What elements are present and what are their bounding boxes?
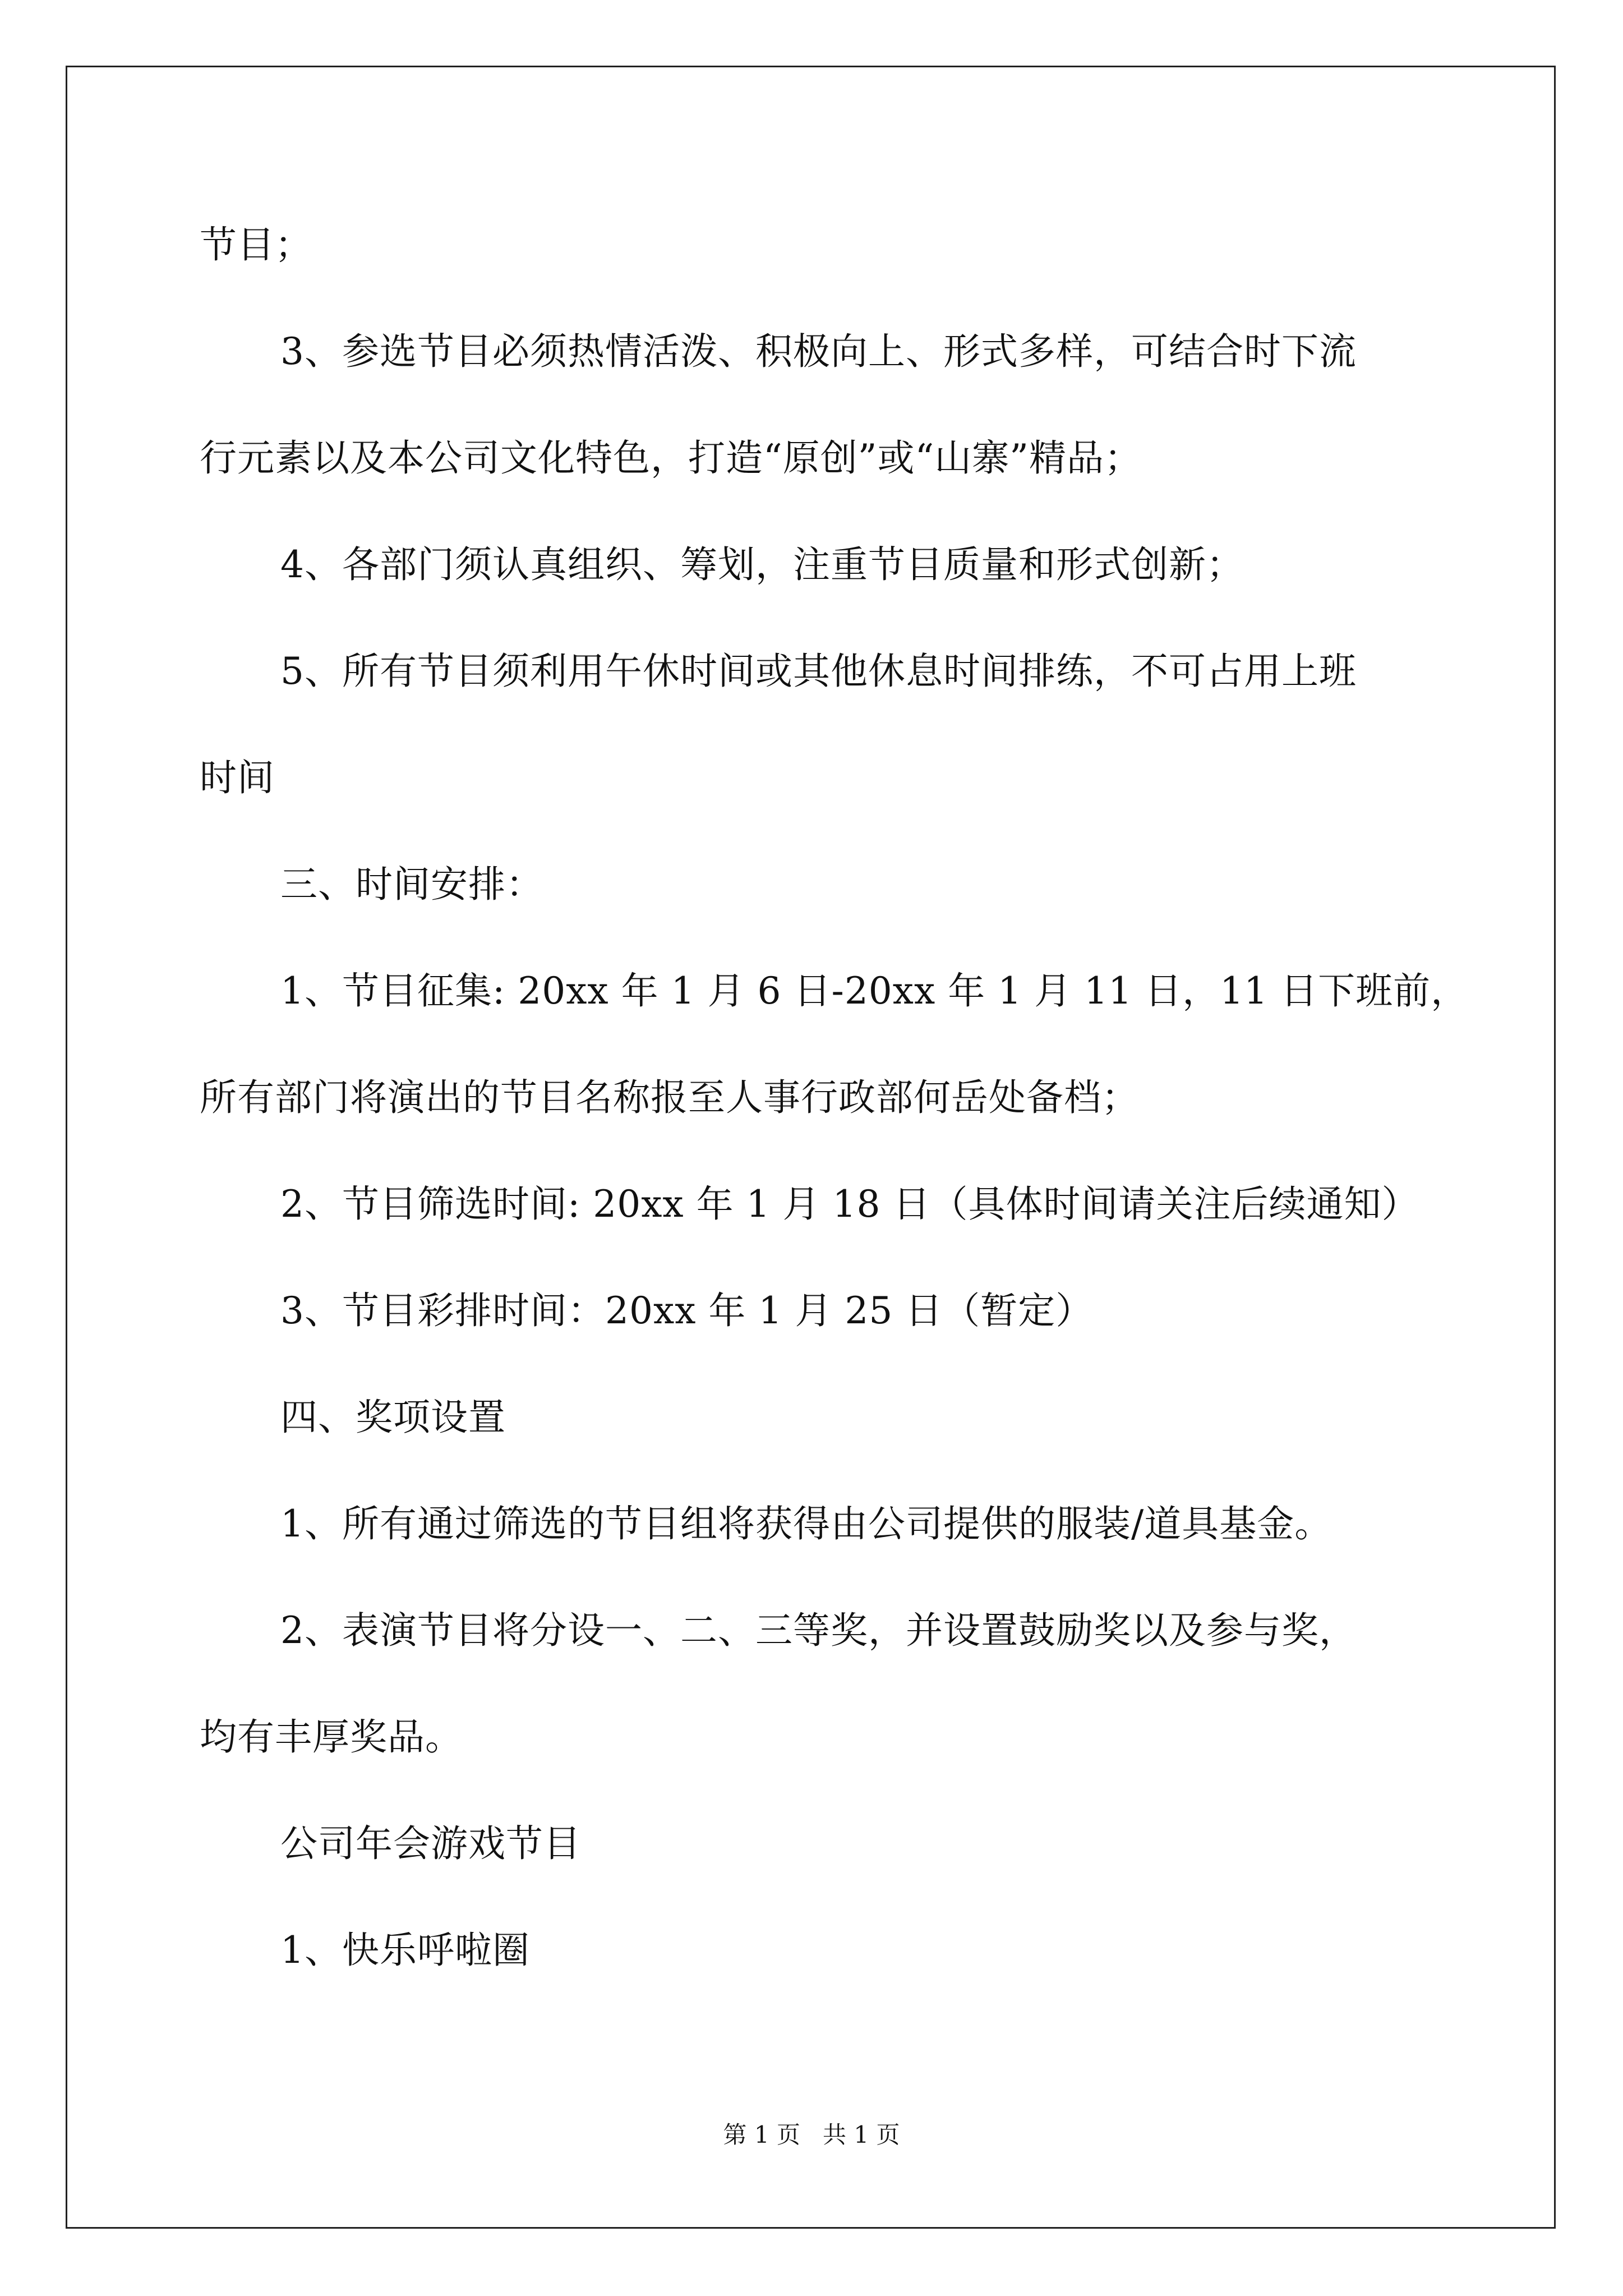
- text-line: 2、表演节目将分设一、二、三等奖，并设置鼓励奖以及参与奖，: [280, 1609, 1357, 1652]
- text-line: 3、参选节目必须热情活泼、积极向上、形式多样，可结合时下流: [280, 330, 1357, 373]
- text-line: 1、快乐呼啦圈: [280, 1929, 530, 1972]
- text-line: 2、节目筛选时间: 20xx 年 1 月 18 日（具体时间请关注后续通知）: [280, 1182, 1419, 1226]
- text-line: 时间: [200, 756, 275, 799]
- text-line: 行元素以及本公司文化特色，打造“原创”或“山寨”精品；: [200, 436, 1142, 480]
- text-line: 5、所有节目须利用午休时间或其他休息时间排练，不可占用上班: [280, 650, 1357, 693]
- text-line: 4、各部门须认真组织、筹划，注重节目质量和形式创新；: [280, 543, 1244, 586]
- text-line: 所有部门将演出的节目名称报至人事行政部何岳处备档；: [200, 1076, 1139, 1119]
- text-line: 节目；: [200, 223, 312, 266]
- text-line: 3、节目彩排时间：20xx 年 1 月 25 日（暂定）: [280, 1289, 1094, 1332]
- text-line: 1、节目征集: 20xx 年 1 月 6 日-20xx 年 1 月 11 日，11 日下班前，: [280, 969, 1469, 1013]
- section-heading: 三、时间安排：: [280, 863, 543, 906]
- section-heading: 公司年会游戏节目: [280, 1822, 581, 1865]
- page-number-footer: 第 1 页 共 1 页: [723, 2121, 900, 2148]
- section-heading: 四、奖项设置: [280, 1396, 506, 1439]
- text-line: 1、所有通过筛选的节目组将获得由公司提供的服装/道具基金。: [280, 1502, 1332, 1545]
- page-border: [66, 66, 1556, 2229]
- text-line: 均有丰厚奖品。: [200, 1715, 463, 1759]
